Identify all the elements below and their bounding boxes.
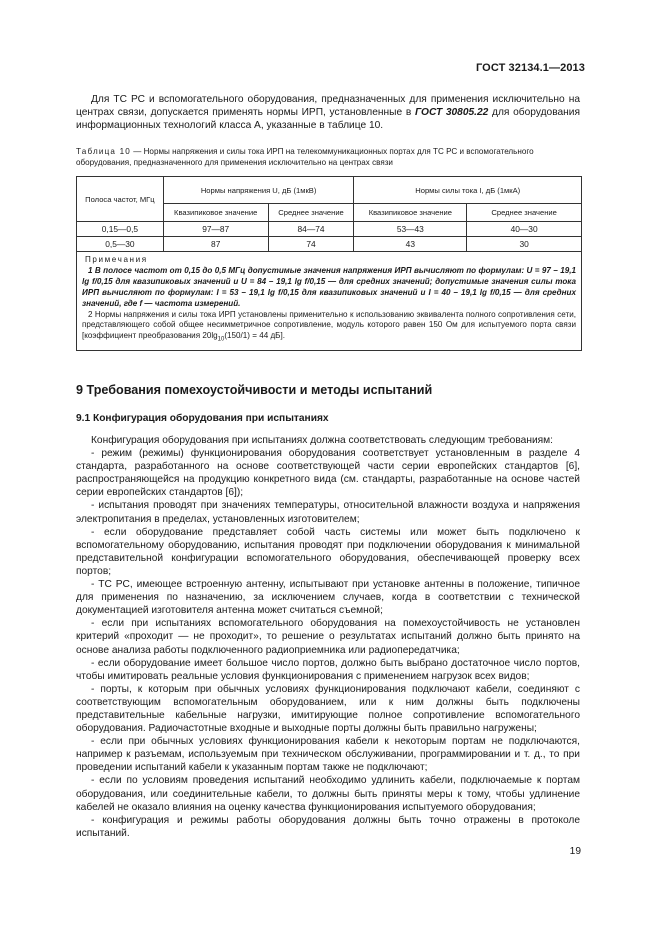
intro-standard-ref: ГОСТ 30805.22 (414, 107, 489, 119)
subsection-heading: 9.1 Конфигурация оборудования при испытаниях (76, 413, 329, 424)
table-cell: 53—43 (354, 222, 467, 237)
table-cell: 0,5—30 (77, 237, 164, 252)
table-caption-text: — Нормы напряжения и силы тока ИРП на телекоммуникационных портах для ТС РС и вспомогательного оборудования, предназначенного для применения исключительно на центрах связи (76, 147, 534, 167)
table-cell: 30 (467, 237, 582, 252)
requirements-text (76, 434, 580, 840)
table-caption (76, 146, 582, 168)
paragraph: - если оборудование представляет собой часть системы или может быть подключено к вспомогательному оборудованию, испытания проводят при подключении оборудования к минимальной представительной конфигурации вспомогательного оборудования, обеспечивающей проверку всех портов; (76, 526, 580, 577)
table-cell: 97—87 (163, 222, 268, 237)
paragraph: - ТС РС, имеющее встроенную антенну, испытывают при установке антенны в положение, типичное для применения по назначению, за исключением случаев, когда в соответствии с технической документацией изготовителя антенна может считаться съемной; (76, 579, 580, 617)
paragraph: - если оборудование имеет большое число портов, должно быть выбрано достаточное число портов, чтобы имитировать реальные условия функционирования с применением нагрузок всех видов; (76, 657, 580, 682)
table-notes (77, 252, 582, 351)
table-row (77, 222, 582, 237)
header-current-quasipeak: Квазипиковое значение (354, 204, 467, 222)
note-2: 2 Нормы напряжения и силы тока ИРП установлены применительно к использованию эквивалента полного сопротивления сети, представляющего собой общее несимметричное сопротивление, модуль которого равен 150 Ом для испытуемого порта связи [коэффициент преобразования $20\lg_{10}(150/1) = 44$ дБ]. (82, 309, 576, 343)
table-cell: 43 (354, 237, 467, 252)
notes-title: Примечания (85, 255, 148, 264)
table-caption-label: Таблица 10 (76, 147, 131, 156)
header-frequency-band: Полоса частот, МГц (77, 177, 164, 222)
intro-text-start: Для ТС РС и вспомогательного оборудования, предназначенных для применения исключительно на центрах связи, допускается применять нормы ИРП, установленные в (76, 94, 580, 119)
paragraph: - испытания проводят при значениях температуры, относительной влажности воздуха и напряжения электропитания в пределах, установленных изготовителем; (76, 500, 580, 525)
table-cell: 74 (268, 237, 354, 252)
header-voltage-quasipeak: Квазипиковое значение (163, 204, 268, 222)
paragraph: - режим (режимы) функционирования оборудования соответствует установленным в разделе 4 стандарта, разработанного на основе соответствующей части серии европейских стандартов [6], распространяющейся на продукцию конкретного вида (см. стандарты, разработанные на основе частей серии европейских стандартов [6]); (76, 448, 580, 499)
paragraph: - конфигурация и режимы работы оборудования должны быть точно отражены в протоколе испытаний. (76, 814, 580, 839)
note-1: 1 В полосе частот от 0,15 до 0,5 МГц допустимые значения напряжения ИРП вычисляют по формулам: U = 97 – 19,1 lg f/0,15 для квазипиковых значений и U = 84 – 19,1 lg f/0,15 — для средних значений; допустимые значения силы тока ИРП вычисляют по формулам: I = 53 – 19,1 lg f/0,15 для квазипиковых значений и I = 40 – 19,1 lg f/0,15 — для средних значений, где f — частота измерений. (82, 265, 576, 308)
norms-table (76, 176, 582, 351)
intro-text-end: для оборудования информационных технологий класса А, указанные в таблице 10. (76, 107, 581, 132)
table-row (77, 237, 582, 252)
table-cell: 84—74 (268, 222, 354, 237)
paragraph: - если при испытаниях вспомогательного оборудования на помехоустойчивость не установлен критерий «проходит — не проходит», то решение о результатах испытаний должно быть принято на основе анализа работы подключенного радиоприемника или радиопередатчика; (76, 618, 580, 656)
header-voltage-average: Среднее значение (268, 204, 354, 222)
table-cell: 0,15—0,5 (77, 222, 164, 237)
header-current-average: Среднее значение (467, 204, 582, 222)
paragraph: - порты, к которым при обычных условиях функционирования подключают кабели, соединяют с соответствующим вспомогательным оборудованием, или к ним должны быть подключены представительные кабельные нагрузки, имитирующие полное сопротивление вспомогательного оборудования. Радиочастотные входные и выходные порты должны быть правильно нагружены; (76, 683, 580, 735)
standard-header: ГОСТ 32134.1—2013 (475, 62, 585, 74)
header-current-limits: Нормы силы тока I, дБ (1мкА) (354, 177, 582, 204)
paragraph: - если по условиям проведения испытаний необходимо удлинить кабели, подключаемые к портам оборудования, или соединительные кабели, то должны быть приняты меры к тому, чтобы удлинение кабелей не оказало влияния на оценку качества функционирования испытуемого оборудования; (76, 775, 580, 813)
section-heading: 9 Требования помехоустойчивости и методы испытаний (76, 383, 433, 397)
paragraph: Конфигурация оборудования при испытаниях должна соответствовать следующим требованиям: (91, 435, 553, 446)
table-cell: 87 (163, 237, 268, 252)
paragraph: - если при обычных условиях функционирования кабели к некоторым портам не подключаются, например к разъемам, используемым при техническом обслуживании, программировании и т. д., то при проведении испытаний кабели к указанным портам также не подключают; (76, 736, 580, 774)
table-cell: 40—30 (467, 222, 582, 237)
intro-paragraph (76, 93, 580, 132)
page-number: 19 (569, 846, 581, 857)
header-voltage-limits: Нормы напряжения U, дБ (1мкВ) (163, 177, 354, 204)
